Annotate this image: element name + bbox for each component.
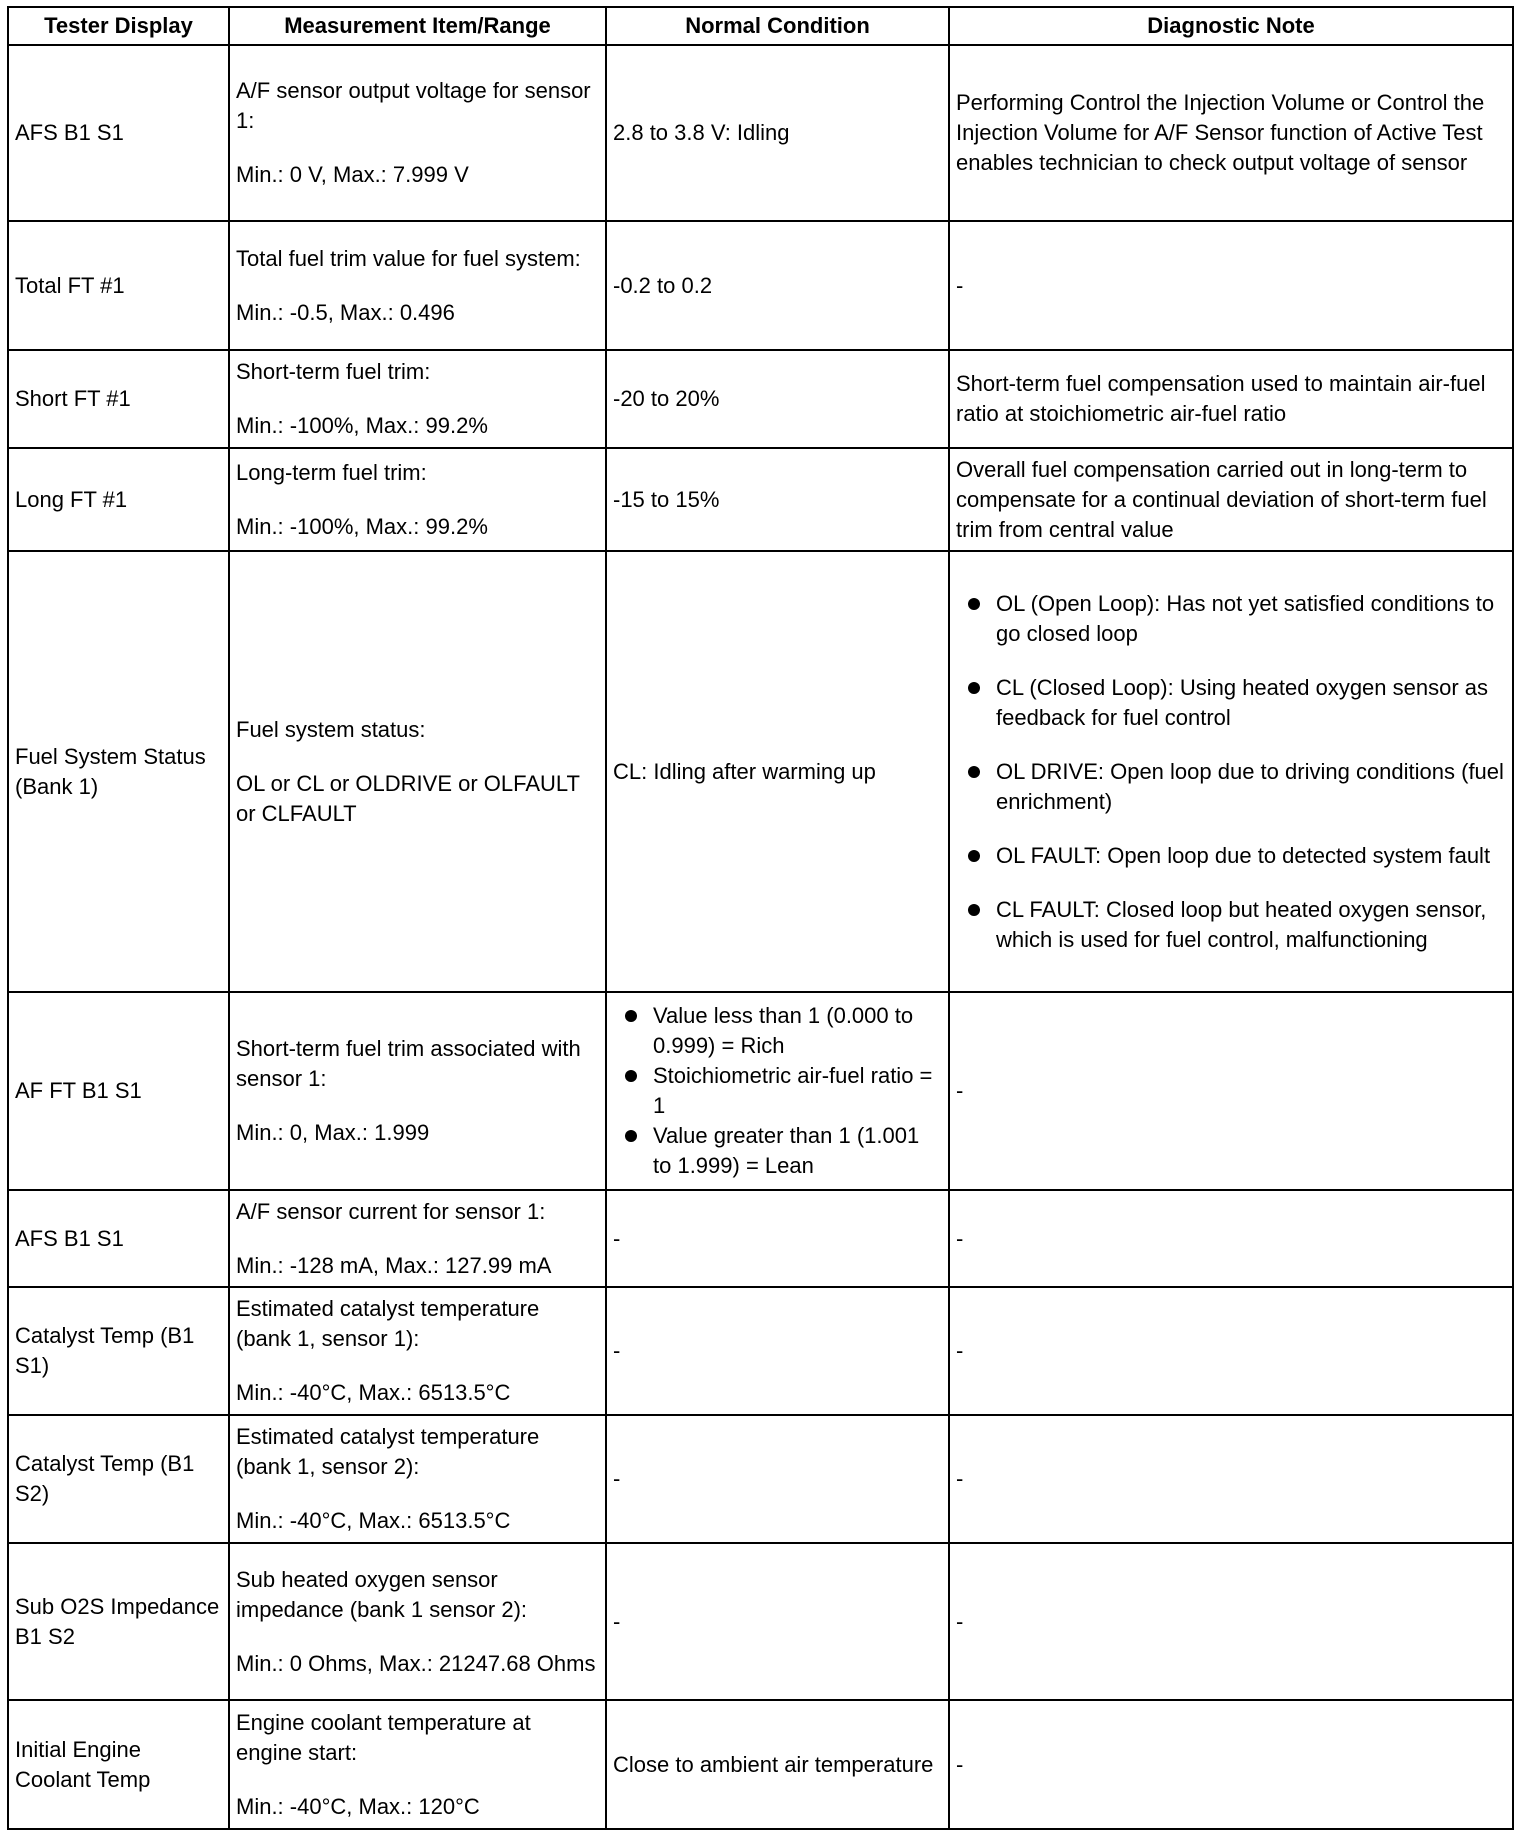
diagnostic-note-cell: -: [949, 1190, 1513, 1287]
measurement-text: Estimated catalyst temperature (bank 1, sensor 1):: [236, 1296, 540, 1351]
normal-condition-cell: -15 to 15%: [606, 448, 949, 551]
fuel-status-list: [956, 589, 1506, 955]
measurement-cell: [229, 1415, 606, 1543]
measurement-range: Min.: 0 V, Max.: 7.999 V: [236, 162, 469, 187]
tester-display-cell: Initial Engine Coolant Temp: [8, 1700, 229, 1829]
measurement-text: Fuel system status:: [236, 716, 426, 742]
header-tester-display: Tester Display: [8, 7, 229, 45]
diagnostic-data-table: [7, 6, 1514, 1830]
measurement-range: OL or CL or OLDRIVE or OLFAULT or CLFAULT: [236, 770, 580, 826]
list-item: Value less than 1 (0.000 to 0.999) = Rich: [613, 1001, 942, 1061]
measurement-range: Min.: -40°C, Max.: 120°C: [236, 1793, 480, 1819]
measurement-range: Min.: 0, Max.: 1.999: [236, 1120, 430, 1145]
diagnostic-note-cell: Performing Control the Injection Volume or Control the Injection Volume for A/F Sensor function of Active Test enables technician to check output voltage of sensor: [949, 45, 1513, 221]
measurement-cell: [229, 350, 606, 448]
measurement-range: Min.: -100%, Max.: 99.2%: [236, 513, 488, 539]
normal-condition-cell: -: [606, 1190, 949, 1287]
measurement-text: Sub heated oxygen sensor impedance (bank 1 sensor 2):: [236, 1566, 528, 1622]
measurement-range: Min.: -128 mA, Max.: 127.99 mA: [236, 1252, 552, 1278]
table-row: [8, 992, 1513, 1190]
normal-condition-cell: -: [606, 1287, 949, 1415]
diagnostic-note-cell: -: [949, 1287, 1513, 1415]
tester-display-cell: Fuel System Status (Bank 1): [8, 551, 229, 992]
measurement-cell: [229, 1543, 606, 1700]
diagnostic-note-cell: -: [949, 1543, 1513, 1700]
table-row: [8, 1543, 1513, 1700]
tester-display-cell: Catalyst Temp (B1 S1): [8, 1287, 229, 1415]
measurement-range: Min.: -40°C, Max.: 6513.5°C: [236, 1380, 511, 1405]
table-row: [8, 45, 1513, 221]
tester-display-cell: AF FT B1 S1: [8, 992, 229, 1190]
measurement-cell: [229, 992, 606, 1190]
table-row: [8, 448, 1513, 551]
normal-condition-cell: -20 to 20%: [606, 350, 949, 448]
header-row: [8, 7, 1513, 45]
list-item: Stoichiometric air-fuel ratio = 1: [613, 1061, 942, 1121]
measurement-text: A/F sensor output voltage for sensor 1:: [236, 78, 591, 133]
table-row: [8, 350, 1513, 448]
header-diagnostic-note: Diagnostic Note: [949, 7, 1513, 45]
diagnostic-note-cell: [949, 551, 1513, 992]
measurement-cell: [229, 1287, 606, 1415]
measurement-cell: [229, 221, 606, 350]
measurement-cell: [229, 45, 606, 221]
measurement-range: Min.: 0 Ohms, Max.: 21247.68 Ohms: [236, 1650, 596, 1676]
diagnostic-note-cell: -: [949, 1415, 1513, 1543]
list-item: CL FAULT: Closed loop but heated oxygen sensor, which is used for fuel control, malfunctioning: [956, 895, 1506, 955]
list-item: Value greater than 1 (1.001 to 1.999) = Lean: [613, 1121, 942, 1181]
measurement-range: Min.: -40°C, Max.: 6513.5°C: [236, 1508, 511, 1533]
measurement-cell: [229, 551, 606, 992]
tester-display-cell: AFS B1 S1: [8, 45, 229, 221]
measurement-text: A/F sensor current for sensor 1:: [236, 1198, 546, 1224]
measurement-range: Min.: -100%, Max.: 99.2%: [236, 413, 488, 438]
tester-display-cell: Catalyst Temp (B1 S2): [8, 1415, 229, 1543]
measurement-text: Long-term fuel trim:: [236, 459, 427, 485]
list-item: OL DRIVE: Open loop due to driving conditions (fuel enrichment): [956, 757, 1506, 817]
header-measurement-item: Measurement Item/Range: [229, 7, 606, 45]
measurement-text: Engine coolant temperature at engine start:: [236, 1709, 531, 1765]
table-row: [8, 551, 1513, 992]
diagnostic-note-cell: -: [949, 221, 1513, 350]
tester-display-cell: Sub O2S Impedance B1 S2: [8, 1543, 229, 1700]
table-row: [8, 1190, 1513, 1287]
measurement-text: Short-term fuel trim:: [236, 359, 431, 384]
header-normal-condition: Normal Condition: [606, 7, 949, 45]
measurement-cell: [229, 1700, 606, 1829]
tester-display-cell: Total FT #1: [8, 221, 229, 350]
measurement-text: Estimated catalyst temperature (bank 1, sensor 2):: [236, 1424, 540, 1479]
normal-condition-cell: -0.2 to 0.2: [606, 221, 949, 350]
table-row: [8, 1287, 1513, 1415]
table-row: [8, 1700, 1513, 1829]
normal-condition-cell: CL: Idling after warming up: [606, 551, 949, 992]
tester-display-cell: Long FT #1: [8, 448, 229, 551]
tester-display-cell: AFS B1 S1: [8, 1190, 229, 1287]
normal-condition-cell: 2.8 to 3.8 V: Idling: [606, 45, 949, 221]
table-row: [8, 221, 1513, 350]
normal-condition-cell: -: [606, 1543, 949, 1700]
list-item: OL FAULT: Open loop due to detected system fault: [956, 841, 1506, 871]
list-item: CL (Closed Loop): Using heated oxygen sensor as feedback for fuel control: [956, 673, 1506, 733]
normal-condition-cell: [606, 992, 949, 1190]
table-row: [8, 1415, 1513, 1543]
list-item: OL (Open Loop): Has not yet satisfied conditions to go closed loop: [956, 589, 1506, 649]
measurement-cell: [229, 448, 606, 551]
air-fuel-ratio-list: [613, 1001, 942, 1181]
normal-condition-cell: -: [606, 1415, 949, 1543]
tester-display-cell: Short FT #1: [8, 350, 229, 448]
measurement-text: Total fuel trim value for fuel system:: [236, 245, 581, 271]
diagnostic-note-cell: Overall fuel compensation carried out in long-term to compensate for a continual deviation of short-term fuel trim from central value: [949, 448, 1513, 551]
measurement-text: Short-term fuel trim associated with sensor 1:: [236, 1036, 581, 1091]
measurement-range: Min.: -0.5, Max.: 0.496: [236, 299, 455, 325]
diagnostic-note-cell: -: [949, 992, 1513, 1190]
diagnostic-note-cell: -: [949, 1700, 1513, 1829]
diagnostic-note-cell: Short-term fuel compensation used to maintain air-fuel ratio at stoichiometric air-fuel ratio: [949, 350, 1513, 448]
measurement-cell: [229, 1190, 606, 1287]
normal-condition-cell: Close to ambient air temperature: [606, 1700, 949, 1829]
